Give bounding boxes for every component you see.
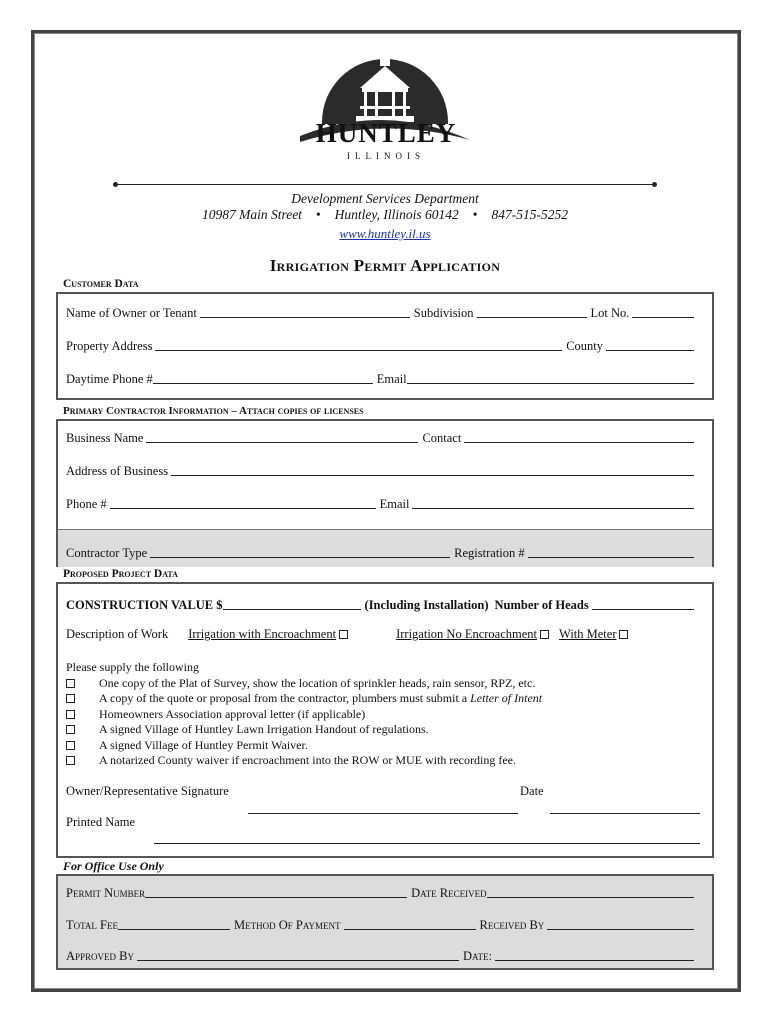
permit-number-label: Permit Number <box>66 886 146 900</box>
department-name: Development Services Department <box>291 191 479 206</box>
customer-data-heading: Customer Data <box>63 278 139 290</box>
phone-number: 847-515-5252 <box>491 207 569 222</box>
email-field[interactable] <box>407 372 694 384</box>
date-received-field[interactable] <box>487 886 694 898</box>
header-divider <box>116 184 654 185</box>
owner-label: Name of Owner or Tenant <box>66 306 197 320</box>
total-fee-field[interactable] <box>118 918 230 930</box>
county-label: County <box>566 339 603 353</box>
office-use-heading: For Office Use Only <box>63 859 164 873</box>
bullet-separator: • <box>315 207 321 222</box>
signature-date-label: Date <box>520 784 544 798</box>
including-installation-label: (Including Installation) <box>364 598 489 612</box>
subdivision-field[interactable] <box>477 306 587 318</box>
received-by-field[interactable] <box>547 918 694 930</box>
county-field[interactable] <box>606 339 694 351</box>
option-encroachment-checkbox[interactable] <box>339 630 348 639</box>
supply-intro: Please supply the following <box>66 660 199 674</box>
payment-method-label: Method Of Payment <box>233 918 341 932</box>
requirement-checkbox[interactable] <box>66 756 75 765</box>
option-meter-label: With Meter <box>559 627 617 641</box>
option-meter-checkbox[interactable] <box>619 630 628 639</box>
signature-date-field[interactable] <box>550 813 700 814</box>
approval-date-label: Date: <box>463 949 492 963</box>
option-encroachment-label: Irrigation with Encroachment <box>188 627 337 641</box>
registration-field[interactable] <box>528 546 694 558</box>
business-address-field[interactable] <box>171 464 694 476</box>
bullet-separator: • <box>472 207 478 222</box>
requirements-list <box>66 660 542 769</box>
requirement-checkbox[interactable] <box>66 741 75 750</box>
contractor-type-label: Contractor Type <box>66 546 148 560</box>
contact-field[interactable] <box>464 431 694 443</box>
address-line <box>0 207 770 223</box>
office-use-box <box>56 874 714 970</box>
contractor-type-field[interactable] <box>150 546 450 558</box>
contact-label: Contact <box>422 431 462 445</box>
option-no-encroachment-checkbox[interactable] <box>540 630 549 639</box>
form-title: Irrigation Permit Application <box>269 256 501 275</box>
contractor-heading: Primary Contractor Information – Attach copies of licenses <box>63 405 364 417</box>
printed-name-label: Printed Name <box>66 815 136 829</box>
customer-data-box <box>56 292 714 400</box>
owner-field[interactable] <box>200 306 410 318</box>
requirement-checkbox[interactable] <box>66 694 75 703</box>
contractor-type-band <box>58 529 712 567</box>
requirement-checkbox[interactable] <box>66 679 75 688</box>
option-no-encroachment-label: Irrigation No Encroachment <box>396 627 538 641</box>
construction-value-label: CONSTRUCTION VALUE $ <box>66 598 223 612</box>
website-link[interactable]: www.huntley.il.us <box>339 226 431 241</box>
requirement-checkbox[interactable] <box>66 725 75 734</box>
approved-by-label: Approved By <box>66 949 134 963</box>
business-name-label: Business Name <box>66 431 144 445</box>
signature-field[interactable] <box>248 813 518 814</box>
project-box <box>56 582 714 858</box>
list-item: A signed Village of Huntley Permit Waiver. <box>66 738 542 754</box>
permit-number-field[interactable] <box>145 886 407 898</box>
printed-name-field[interactable] <box>154 843 700 844</box>
heads-label: Number of Heads <box>494 598 589 612</box>
phone-field[interactable] <box>153 372 373 384</box>
property-address-label: Property Address <box>66 339 153 353</box>
property-address-field[interactable] <box>155 339 562 351</box>
project-heading: Proposed Project Data <box>63 568 178 580</box>
registration-label: Registration # <box>454 546 525 560</box>
city-address: Huntley, Illinois 60142 <box>334 207 459 222</box>
contractor-email-label: Email <box>379 497 410 511</box>
contractor-phone-label: Phone # <box>66 497 107 511</box>
contractor-phone-field[interactable] <box>110 497 376 509</box>
description-label: Description of Work <box>66 627 169 641</box>
business-name-field[interactable] <box>146 431 418 443</box>
logo-subtitle: ILLINOIS <box>347 151 425 161</box>
lot-field[interactable] <box>632 306 694 318</box>
phone-label: Daytime Phone # <box>66 372 153 386</box>
street-address: 10987 Main Street <box>201 207 302 222</box>
approval-date-field[interactable] <box>495 949 694 961</box>
list-item: One copy of the Plat of Survey, show the location of sprinkler heads, rain sensor, RPZ, etc. <box>66 676 542 692</box>
heads-field[interactable] <box>592 598 694 610</box>
signature-label: Owner/Representative Signature <box>66 784 229 798</box>
date-received-label: Date Received <box>411 886 487 900</box>
list-item: A signed Village of Huntley Lawn Irrigation Handout of regulations. <box>66 722 542 738</box>
business-address-label: Address of Business <box>66 464 169 478</box>
list-item: Homeowners Association approval letter (if applicable) <box>66 707 542 723</box>
contractor-email-field[interactable] <box>412 497 694 509</box>
list-item: A copy of the quote or proposal from the contractor, plumbers must submit a Letter of Intent <box>66 691 542 707</box>
logo-wordmark: HUNTLEY <box>315 118 457 148</box>
list-item: A notarized County waiver if encroachment into the ROW or MUE with recording fee. <box>66 753 542 769</box>
total-fee-label: Total Fee <box>66 918 118 932</box>
construction-value-field[interactable] <box>223 598 361 610</box>
requirement-checkbox[interactable] <box>66 710 75 719</box>
approved-by-field[interactable] <box>137 949 459 961</box>
subdivision-label: Subdivision <box>413 306 474 320</box>
received-by-label: Received By <box>479 918 545 932</box>
payment-method-field[interactable] <box>344 918 476 930</box>
lot-label: Lot No. <box>590 306 630 320</box>
contractor-box <box>56 419 714 567</box>
email-label: Email <box>376 372 407 386</box>
